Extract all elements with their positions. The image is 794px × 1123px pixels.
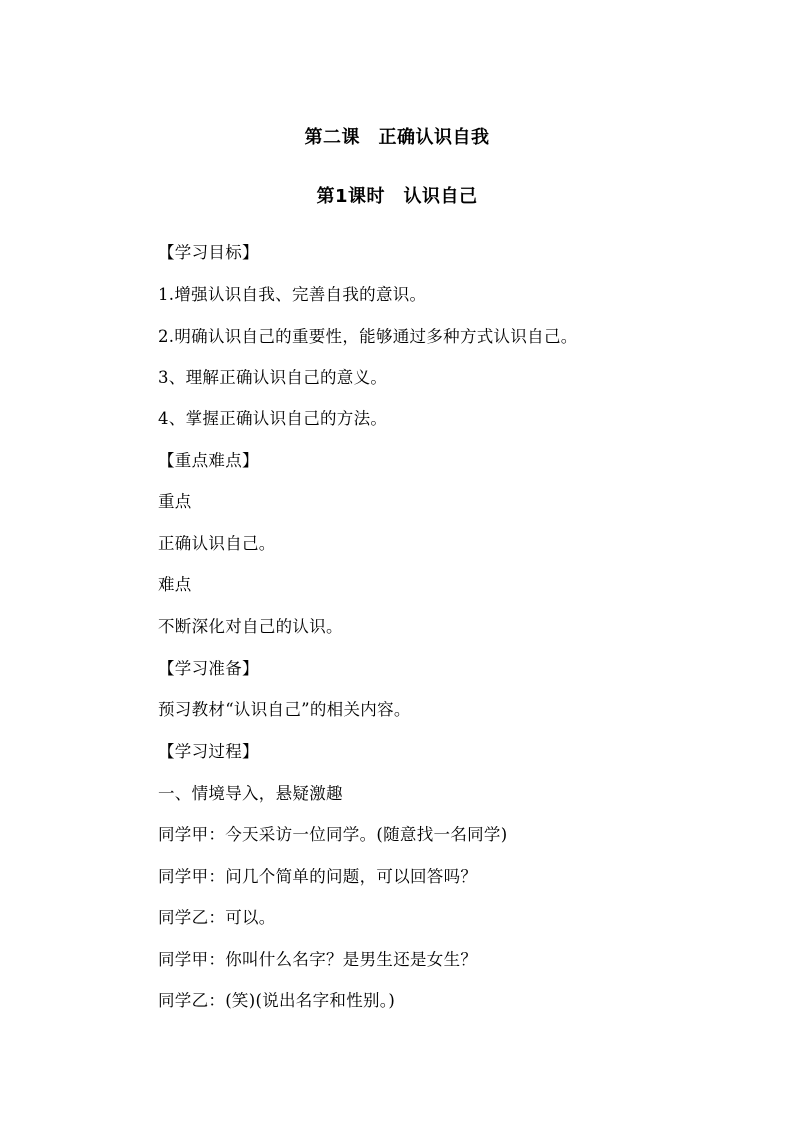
key-point-text: 正确认识自己。 bbox=[158, 534, 276, 553]
goal-item-3: 3、理解正确认识自己的意义。 bbox=[158, 368, 388, 387]
section-heading-preparation: 【学习准备】 bbox=[158, 659, 259, 678]
section-heading-process: 【学习过程】 bbox=[158, 742, 259, 761]
section-heading-learning-goals: 【学习目标】 bbox=[158, 243, 259, 262]
dialogue-line: 同学乙：可以。 bbox=[158, 908, 276, 927]
goal-item-4: 4、掌握正确认识自己的方法。 bbox=[158, 409, 388, 428]
preparation-text: 预习教材“认识自己”的相关内容。 bbox=[158, 700, 411, 719]
dialogue-line: 同学甲：问几个简单的问题，可以回答吗？ bbox=[158, 867, 478, 886]
lesson-title: 第二课 正确认识自我 bbox=[304, 127, 490, 148]
dialogue-line: 同学甲：今天采访一位同学。(随意找一名同学) bbox=[158, 825, 508, 844]
period-title: 第1课时 认识自己 bbox=[316, 186, 478, 207]
goal-item-1: 1.增强认识自我、完善自我的意识。 bbox=[158, 285, 427, 304]
difficulty-text: 不断深化对自己的认识。 bbox=[158, 617, 343, 636]
difficulty-label: 难点 bbox=[158, 575, 192, 594]
section-heading-key-points: 【重点难点】 bbox=[158, 451, 259, 470]
process-step-heading: 一、情境导入，悬疑激趣 bbox=[158, 784, 343, 803]
dialogue-line: 同学甲：你叫什么名字？是男生还是女生？ bbox=[158, 950, 478, 969]
goal-item-2: 2.明确认识自己的重要性，能够通过多种方式认识自己。 bbox=[158, 327, 578, 346]
key-point-label: 重点 bbox=[158, 492, 192, 511]
dialogue-line: 同学乙：(笑)(说出名字和性别。) bbox=[158, 991, 396, 1010]
